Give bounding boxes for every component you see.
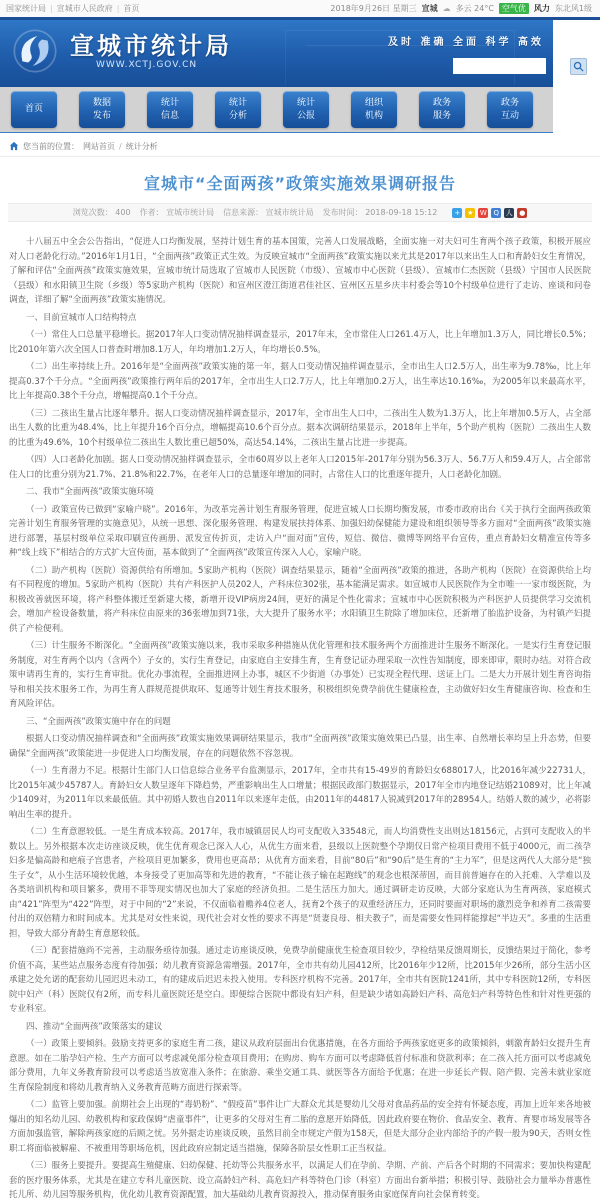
article-paragraph: （二）生育意愿较低。一是生育成本较高。2017年，我市城镇居民人均可支配收入33548元，而人均消费性支出则达18156元，占到可支配收入的半数以上。另外根据本次走访座谈反映，优生优育观念已深入人心，从优生方面来看，县级以上医院整个孕期仅日常产检项目费用不低于4000元，而二孩孕妇多是偏高龄和疤痕子宫患者，产检项目更加繁多，费用也更高昂；从优育方面来看，目前“80后”和“90后”是生育的“主力军”，但是这两代人大部分是“独生子女”，从小生活环境较优越，本身接受了更加高等和先进的教育，“不能让孩子输在起跑线”的观念也根深蒂固，而目前普遍存在的入托难、入学难以及各类培训机构和项目繁多，费用不菲等现实情况也加大了家庭的经济负担。二是生活压力加大。通过调研走访反映，大部分家庭认为生育两孩，家庭模式由“421”阵型为“422”阵型，对于中间的“2”来说，不仅面临着赡养4位老人，抚育2个孩子的双重经济压力，还同时要面对职场的激烈竞争和养育二孩需要付出的双倍精力和时间成本。尤其是对女性来说，现代社会对女性的要求不再是“贤妻良母、相夫教子”，而是需要女性同样能撑起“半边天”。多重的生活重担，导致大部分育龄生育意愿较低。 bbox=[9, 827, 591, 939]
article-paragraph: （二）监管上要加强。前期社会上出现的“毒奶粉”、“假疫苗”事件让广大群众尤其是婴幼儿父母对食品药品的安全持有怀疑态度，再加上近年来各地被爆出的知名幼儿园、幼教机构和家政保姆“虐童事件”，让更多的父母对生育二胎的意愿开始降低，因此政府要在物价、食品安全、教育、育婴市场发展等各方面加强监管，解除两孩家庭的后顾之忧。另外据走访座谈反映，虽然目前全市规定产假为158天，但是大部分企业内部给予的产假一般为90天，否则女性职工将面临被解雇、不被重用等职场危机，因此政府应制定适当措施，保障各阶层女性职工正当权益。 bbox=[9, 1100, 591, 1154]
views-count: 400 bbox=[115, 208, 131, 217]
author-label: 作者： bbox=[139, 208, 164, 217]
source-label: 信息来源： bbox=[223, 208, 264, 217]
topbar-link-separator: | bbox=[50, 4, 53, 13]
share-renren-icon[interactable]: 人 bbox=[505, 208, 513, 217]
topbar-link-separator: | bbox=[116, 4, 120, 13]
article-paragraph: （三）二孩出生量占比逐年攀升。据人口变动情况抽样调查显示，2017年，全市出生人口中，二孩出生人数为1.3万人，比上年增加0.5万人，占全部出生人数的比重为48.4%，比上年提升16个百分点，增幅提高10.6个百分点。据本次调研结果显示，2018年上半年，5个助产机构（医院）二孩出生人数的比重为49.6%，10个村级单位二孩出生人数比重已超50%，高达54.14%，二孩出生量占比进一步提高。 bbox=[9, 408, 591, 448]
breadcrumb bbox=[0, 136, 600, 157]
breadcrumb-current[interactable]: 统计分析 bbox=[125, 141, 158, 151]
nav-button-首页[interactable]: 首页 bbox=[11, 91, 57, 128]
article-paragraph: 十八届五中全会公告指出，“促进人口均衡发展，坚持计划生育的基本国策，完善人口发展战略，全面实施一对夫妇可生育两个孩子政策，积极开展应对人口老龄化行动。”2016年1月1日，“全面两孩”政策正式生效。为反映宣城市“全面两孩”政策实施以来尤其是2017年以来出生人口和育龄妇女生育情况，了解和评估“全面两孩”政策实施效果，宣城市统计局选取了宣城市人民医院（市级）、宣城市中心医院（县级）、宣城市仁杰医院（县级）宁国市人民医院（县级）和水阳镇卫生院（乡级）等5家助产机构（医院）和宣州区澄江街道君佳社区、宣州区五星乡庆丰村委会等10个村级单位进行了走访、座谈和问卷调查，详细了解“全面两孩”政策实施情况。 bbox=[9, 237, 591, 305]
article-paragraph: （一）常住人口总量平稳增长。据2017年人口变动情况抽样调查显示，2017年末，全市常住人口261.4万人，比上年增加1.3万人，同比增长0.5%；比2010年第六次全国人口普查时增加8.1万人，年均增加1.2万人，年均增长0.5%。 bbox=[9, 330, 591, 355]
article-paragraph: （一）政策上要倾斜。鼓励支持更多的家庭生育二孩，建议从政府层面出台优惠措施，在各方面给予两孩家庭更多的政策倾斜，刺激育龄妇女提升生育意愿。如在二胎孕妇产检、生产方面可以考虑减免部分检查项目费用；在购房、购车方面可以考虑降低首付标准和贷款利率；在二孩入托方面可以考虑减免部分费用，九年义务教育阶段可以考虑适当放宽准入条件；在旅游、乘坐交通工具、就医等各方面给予优惠；在进一步延长产假、陪产假、完善未就业家庭生育保险制度和将幼儿教育纳入义务教育范畴方面进行探索等。 bbox=[9, 1039, 591, 1093]
magnifier-icon bbox=[573, 61, 584, 72]
topbar-link[interactable]: 国家统计局 bbox=[6, 4, 46, 13]
share-wechat-icon[interactable]: ● bbox=[519, 208, 526, 217]
source-value: 宣城市统计局 bbox=[265, 208, 314, 217]
nav-button-数据发布[interactable]: 数据 发布 bbox=[79, 91, 125, 128]
wind-label: 风力 bbox=[533, 4, 550, 13]
nav-button-统计信息[interactable]: 统计 信息 bbox=[147, 91, 193, 128]
topbar-links bbox=[6, 3, 139, 14]
article-paragraph: （二）助产机构（医院）资源供给有所增加。5家助产机构（医院）调查结果显示，随着“全面两孩”政策的推进，各助产机构（医院）在资源供给上均有不同程度的增加。5家助产机构（医院）共有产科医护人员202人，产科床位302张，基本能满足需求。如宣城市人民医院作为全市唯一一家市级医院，为积极改善就医环境，将产科整体搬迁至新建大楼，新增开设VIP病房24间，更好的满足个性化需求；宣城市中心医院积极为产科医护人员提供学习交流机会，增加产检设备数量，将产科床位由原来的36张增加到71张，大大提升了服务水平；水阳镇卫生院除了增加床位，还新增了胎监护设备，为村镇产妇提供了产检便利。 bbox=[9, 565, 591, 634]
share-qq-icon[interactable]: Q bbox=[491, 208, 501, 218]
site-header bbox=[0, 20, 600, 87]
article-paragraph: （二）出生率持续上升。2016年是“全面两孩”政策实施的第一年，据人口变动情况抽样调查显示，全市出生人口2.5万人，出生率为9.78‰，比上年提高0.37个千分点。“全面两孩”政策推行两年后的2017年，全市出生人口2.7万人，比上年增加0.2万人，出生率达10.16‰，为2005年以来最高水平，比上年提高0.38个千分点，增幅提高0.1个千分点。 bbox=[9, 362, 591, 401]
views-label: 浏览次数： bbox=[72, 208, 113, 217]
article-body bbox=[0, 222, 600, 1203]
header-background bbox=[0, 20, 553, 87]
author-value: 宣城市统计局 bbox=[166, 208, 215, 217]
article-container bbox=[0, 171, 600, 1203]
article-paragraph: （四）人口老龄化加剧。据人口变动情况抽样调查显示，全市60周岁以上老年人口2015年-2017年分别为56.3万人、56.7万人和59.4万人，占全部常住人口的比重分别为21.7%、21.8%和22.7%，在老年人口的总量逐年增加的同时，占常住人口的比重逐年提升，人口老龄化加剧。 bbox=[9, 455, 591, 480]
article-meta-bar bbox=[8, 203, 592, 222]
topbar-weather: 多云 24°C bbox=[455, 4, 494, 13]
home-icon[interactable] bbox=[9, 141, 19, 151]
article-paragraph: （三）配套措施尚不完善，主动服务亟待加强。通过走访座谈反映，免费孕前健康优生检查项目较少，孕检结果反馈周期长，反馈结果过于简化，参考价值不高，某些站点服务态度有待加强；幼儿教育资源急需增强。2017年，全市共有幼儿园412所，比2016年少12所，比2015年少26所，部分生活小区承建之处允诺的配套幼儿园迟迟未动工，有的建成后迟迟未投入使用。专科医疗机构不完善。2017年，全市共有医院1241所，其中专科医院12所，专科医院中妇产（科）医院仅有2所，而专科儿童医院还是空白。即便综合医院中都设有妇产科，但是缺少诸如高龄妇产科、高危妇产科等特色性和针对性更强的专业科室。 bbox=[9, 946, 591, 1014]
article-paragraph: （三）计生服务不断深化。“全面两孩”政策实施以来，我市采取多种措施从优化管理和技术服务两个方面推进计生服务不断深化。一是实行生育登记服务制度，对生育两个以内（含两个）子女的，实行生育登记，由家庭自主安排生育，生育登记证办理采取一次性告知制度，即来即审，限时办结。对符合政策申请再生育的，实行生育审批。优化办事流程，全面推进网上办事，城区不少街道（办事处）已实现全程代理、送证上门。二是大力开展计划生育咨询指导和相关技术服务工作，为再生育人群规范提供取环、复通等计划生育技术服务，积极组织免费孕前优生健康检查，主动做好妇女生育健康咨询、检查和生育风险评估。 bbox=[9, 641, 591, 709]
topbar bbox=[0, 0, 600, 17]
article-paragraph: （一）生育潜力不足。根据计生部门人口信息综合业务平台监测显示，2017年，全市共有15-49岁的育龄妇女688017人，比2016年减少22731人，比2015年减少45787人。育龄妇女人数呈逐年下降趋势，严重影响出生人口增量；根据民政部门数据显示，2017年全市内地登记结婚21089对，比上年减少1409对，为2011年以来最低值。其中初婚人数也自2011年以来逐年走低，由2011年的44817人锐减到2017年的28954人。结婚人数的减少，必将影响出生率的提升。 bbox=[9, 766, 591, 820]
nav-button-政务服务[interactable]: 政务 服务 bbox=[419, 91, 465, 128]
site-url: WWW.XCTJ.GOV.CN bbox=[96, 60, 198, 70]
article-paragraph: 一、目前宣城市人口结构特点 bbox=[26, 312, 137, 323]
site-logo-icon[interactable] bbox=[12, 28, 58, 74]
main-nav bbox=[0, 87, 553, 133]
nav-button-统计分析[interactable]: 统计 分析 bbox=[215, 91, 261, 128]
article-paragraph: 二、我市“全面两孩”政策实施环境 bbox=[26, 487, 154, 497]
share-weibo-icon[interactable]: W bbox=[479, 208, 487, 217]
wind-value: 东北风1级 bbox=[554, 4, 592, 13]
article-paragraph: （三）服务上要提升。要提高生殖健康、妇幼保健、托幼等公共服务水平，以满足人们在孕前、孕期、产前、产后各个时期的不同需求；要加快构建配套的医疗服务体系，尤其是在建立专科儿童医院、设立高龄妇产科、高危妇产科等特色门诊（科室）方面出台新举措；积极引导、鼓励社会力量举办普惠性托儿所、幼儿园等服务机构，优化幼儿教育资源配置，加大基础幼儿教育资源投入，推动保育服务由家庭保育向社会保育转变。 bbox=[9, 1161, 591, 1200]
header-slogan: 及时 准确 全面 科学 高效 bbox=[388, 37, 544, 48]
breadcrumb-home-link[interactable]: 网站首页 bbox=[83, 141, 115, 151]
air-quality-badge: 空气优 bbox=[499, 3, 529, 14]
share-icons bbox=[452, 208, 527, 218]
publish-time-label: 发布时间： bbox=[322, 208, 363, 217]
share-qzone-icon[interactable]: ★ bbox=[467, 208, 474, 217]
page-title: 宣城市“全面两孩”政策实施效果调研报告 bbox=[143, 174, 457, 193]
publish-time-value: 2018-09-18 15:12 bbox=[365, 208, 438, 217]
topbar-link[interactable]: 宣城市人民政府 bbox=[56, 4, 113, 13]
article-paragraph: （一）政策宣传已做到“家喻户晓”。2016年，为改革完善计划生育服务管理，促进宣城人口长期均衡发展，市委市政府出台《关于执行全面两孩政策完善计划生育服务管理的实施意见》，从统一思想、深化服务管理、构建发展扶持体系、加强妇幼保健能力建设和组织领导等多方面对“全面两孩”政策实施进行部署，基层村级单位采取印刷宣传画册、派发宣传折页，走访入户“面对面”宣传，短信、微信、微博等网络平台宣传，重点育龄妇女精准宣传等多种“线上线下”相结合的方式扩大宣传面，基本做到了“全面两孩”政策宣传深入人心，家喻户晓。 bbox=[9, 504, 591, 558]
topbar-city[interactable]: 宣城 bbox=[421, 4, 438, 13]
breadcrumb-prefix: 您当前的位置： bbox=[23, 141, 79, 151]
share-expand-icon[interactable]: + bbox=[452, 208, 462, 218]
site-title: 宣城市统计局 bbox=[70, 32, 232, 60]
nav-button-政务互动[interactable]: 政务 互动 bbox=[487, 91, 533, 128]
breadcrumb-separator: / bbox=[119, 141, 122, 151]
topbar-link[interactable]: 首页 bbox=[123, 4, 140, 13]
search-input[interactable] bbox=[453, 58, 546, 74]
nav-button-组织机构[interactable]: 组织 机构 bbox=[351, 91, 397, 128]
article-paragraph: 三、“全面两孩”政策实施中存在的问题 bbox=[26, 716, 171, 727]
topbar-date: 2018年9月26日 星期三 bbox=[330, 4, 417, 13]
article-paragraph: 四、推动“全面两孩”政策落实的建议 bbox=[26, 1021, 163, 1032]
weather-cloud-icon: ☁ bbox=[442, 4, 451, 13]
article-paragraph: 根据人口变动情况抽样调查和“全面两孩”政策实施效果调研结果显示，我市“全面两孩”政策实施效果已凸显，出生率、自然增长率均呈上升态势，但要确保“全面两孩”政策能进一步促进人口均衡发展，存在的问题依然不容忽视。 bbox=[9, 734, 591, 759]
search-button[interactable] bbox=[570, 58, 587, 75]
nav-button-统计公报[interactable]: 统计 公报 bbox=[283, 91, 329, 128]
